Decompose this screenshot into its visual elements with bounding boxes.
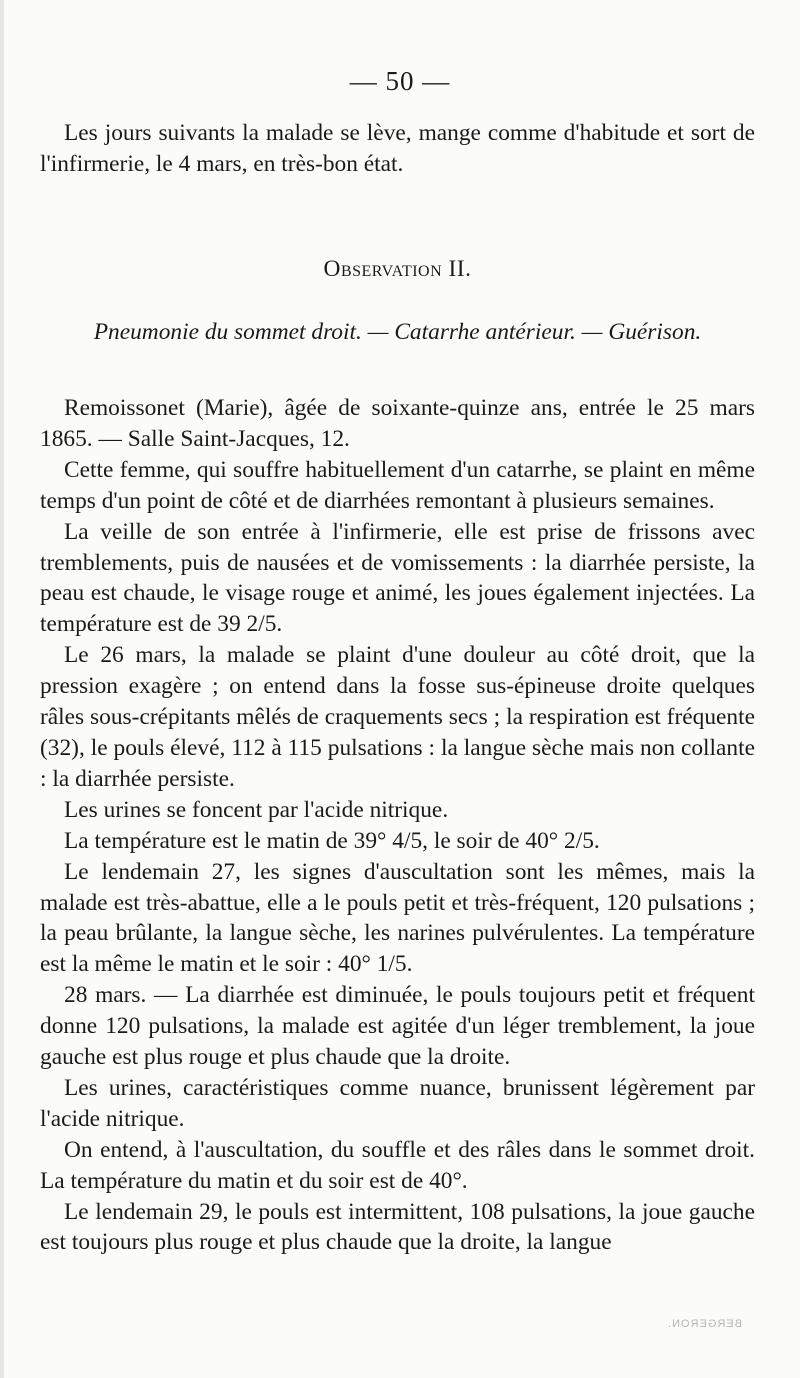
observation-title: Observation II.	[323, 256, 472, 282]
top-text-block	[40, 118, 755, 180]
observation-subtitle: Pneumonie du sommet droit. — Catarrhe antérieur. — Guérison.	[93, 318, 702, 345]
paragraph-continuation: Les jours suivants la malade se lève, mange comme d'habitude et sort de l'infirmerie, le 4 mars, en très-bon état.	[40, 120, 755, 177]
paragraph: Le 26 mars, la malade se plaint d'une douleur au côté droit, que la pression exagère ; on entend dans la fosse sus-épineuse droite quelques râles sous-crépitants mêlés de craquements secs ; la respiration est fréquente (32), le pouls élevé, 112 à 115 pulsations : la langue sèche mais non collante : la diarrhée persiste.	[40, 642, 755, 792]
paragraph: On entend, à l'auscultation, du souffle et des râles dans le sommet droit. La température du matin et du soir est de 40°.	[40, 1136, 755, 1194]
paragraph: Les urines, caractéristiques comme nuance, brunissent légèrement par l'acide nitrique.	[40, 1074, 755, 1132]
paragraph: La veille de son entrée à l'infirmerie, elle est prise de frissons avec tremblements, puis de nausées et de vomissements : la diarrhée persiste, la peau est chaude, le visage rouge et animé, les joues également injectées. La température est de 39 2/5.	[40, 518, 755, 638]
paragraph: La température est le matin de 39° 4/5, le soir de 40° 2/5.	[64, 827, 600, 854]
paragraph: Le lendemain 29, le pouls est intermittent, 108 pulsations, la joue gauche est toujours plus rouge et plus chaude que la droite, la langue	[40, 1198, 755, 1256]
page-number: — 50 —	[349, 66, 451, 96]
paragraph: Les urines se foncent par l'acide nitrique.	[64, 796, 449, 823]
paragraph: Remoissonet (Marie), âgée de soixante-quinze ans, entrée le 25 mars 1865. — Salle Saint-Jacques, 12.	[40, 395, 755, 452]
show-through-stamp: BERGERON.	[666, 1318, 742, 1330]
page-edge-shadow	[0, 0, 4, 1378]
paragraph: 28 mars. — La diarrhée est diminuée, le pouls toujours petit et fréquent donne 120 pulsations, la malade est agitée d'un léger tremblement, la joue gauche est plus rouge et plus chaude que la droite.	[40, 982, 755, 1071]
paragraph: Le lendemain 27, les signes d'auscultation sont les mêmes, mais la malade est très-abattue, elle a le pouls petit et très-fréquent, 120 pulsations ; la peau brûlante, la langue sèche, les narines pulvérulentes. La température est la même le matin et le soir : 40° 1/5.	[40, 858, 755, 978]
paragraph: Cette femme, qui souffre habituellement d'un catarrhe, se plaint en même temps d'un point de côté et de diarrhées remontant à plusieurs semaines.	[40, 456, 755, 514]
main-text-block	[40, 393, 755, 1258]
observation-heading	[40, 254, 755, 348]
